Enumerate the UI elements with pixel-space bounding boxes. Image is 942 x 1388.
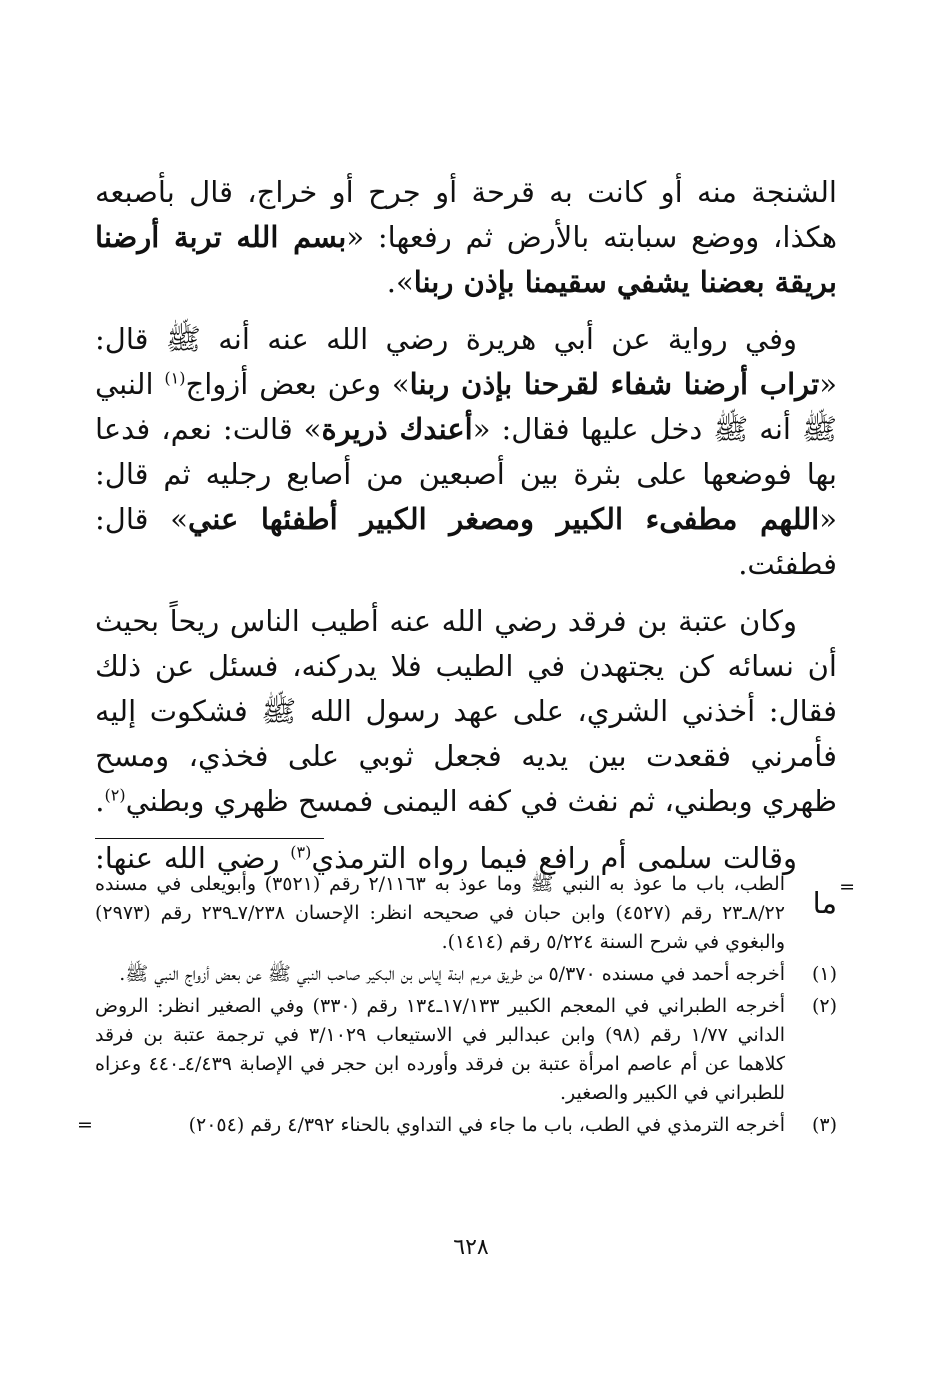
footnote-marker-empty [785,870,837,957]
footnote-marker: (١) [811,963,837,985]
text-run: ». [386,265,414,299]
footnote-marker: (٢) [811,995,837,1017]
footnote-ref-1[interactable]: (١) [164,368,186,388]
footnote-3 [77,1111,837,1140]
paragraph-2 [95,317,837,587]
text-run: وفي رواية عن أبي هريرة رضي الله عنه أنه ﷺ قال: « [95,322,837,401]
hadith-quote: اللهم مطفىء الكبير ومصغر الكبير أطفئها عني [188,502,820,536]
footnote-ref-2[interactable]: (٢) [104,785,126,805]
footnote-continued [95,870,837,957]
footnote-continuation-mark: = [839,876,855,898]
text-run: الشنجة منه أو كانت به قرحة أو جرح أو خراج، قال بأصبعه هكذا، ووضع سبابته بالأرض ثم رفعها: « [95,175,837,254]
text-run: وقالت سلمى أم رافع فيما رواه الترمذي [311,841,797,875]
text-run: » وعن بعض أزواج [185,367,410,401]
text-run: وكان عتبة بن فرقد رضي الله عنه أطيب الناس ريحاً بحيث أن نسائه كن يجتهدن في الطيب فلا يدركنه، فسئل عن ذلك فقال: أخذني الشري، على عهد رسول الله ﷺ فشكوت إليه فأمرني فقعدت بين يديه فجعل ثوبي على فخذي، ومسح ظهري وبطني، ثم نفث في كفه اليمنى فمسح ظهري وبطني [95,604,837,818]
text-run: » قالت: نعم، فدعا بها فوضعها على بثرة بين أصبعين من أصابع رجليه ثم قال: « [95,412,837,536]
footnote-1 [95,960,837,989]
hadith-quote: أعندك ذريرة [321,412,473,446]
page-number: ٦٢٨ [453,1235,489,1260]
footnote-2 [95,992,837,1108]
footnote-text: أخرجه الطبراني في المعجم الكبير ١٧/١٣٣ـ١٣٤ رقم (٣٣٠) وفي الصغير انظر: الروض الداني ١/٧٧ رقم (٩٨) وابن عبدالبر في الاستيعاب ٣/١٠٢٩ في ترجمة عتبة بن فرقد كلاهما عن أم عاصم امرأة عتبة بن فرقد وأورده ابن حجر في الإصابة ٤/٤٣٩ـ٤٤٠ وعزاه للطبراني في الكبير والصغير. [95,995,786,1104]
footnote-marker: (٣) [811,1114,837,1136]
page-body [77,170,855,1136]
hadith-quote: تراب أرضنا شفاء لقرحنا بإذن ربنا [409,367,820,401]
paragraph-1 [95,170,837,305]
footnote-continues-mark: = [77,1114,93,1136]
text-run: رضي الله عنها: ما [95,841,837,920]
text-run: النبي ﷺ أنه ﷺ دخل عليها فقال: « [95,367,838,446]
footnote-text: أخرجه أحمد في مسنده ٥/٣٧٠ من طريق مريم ابنة إياس بن البكير صاحب النبي ﷺ عن بعض أزواج النبي ﷺ. [119,963,785,985]
footnote-text: الطب، باب ما عوذ به النبي ﷺ وما عوذ به ٢/١١٦٣ رقم (٣٥٢١) وأبويعلى في مسنده ٨/٢٢ـ٢٣ رقم (٤٥٢٧) وابن حبان في صحيحه انظر: الإحسان ٧/٢٣٨ـ٢٣٩ رقم (٢٩٧٣) والبغوي في شرح السنة ٥/٢٢٤ رقم (١٤١٤). [95,873,785,953]
text-run: . [95,784,105,818]
text-run: » قال: فطفئت. [95,502,837,581]
footnote-ref-3[interactable]: (٣) [290,842,312,862]
hadith-quote: بسم الله تربة أرضنا بريقة بعضنا يشفي سقيمنا بإذن ربنا [95,220,837,299]
footnotes [77,870,837,1143]
footnote-text: أخرجه الترمذي في الطب، باب ما جاء في التداوي بالحناء ٤/٣٩٢ رقم (٢٠٥٤) [188,1114,785,1136]
footnote-separator [95,838,324,839]
paragraph-3 [95,599,837,824]
